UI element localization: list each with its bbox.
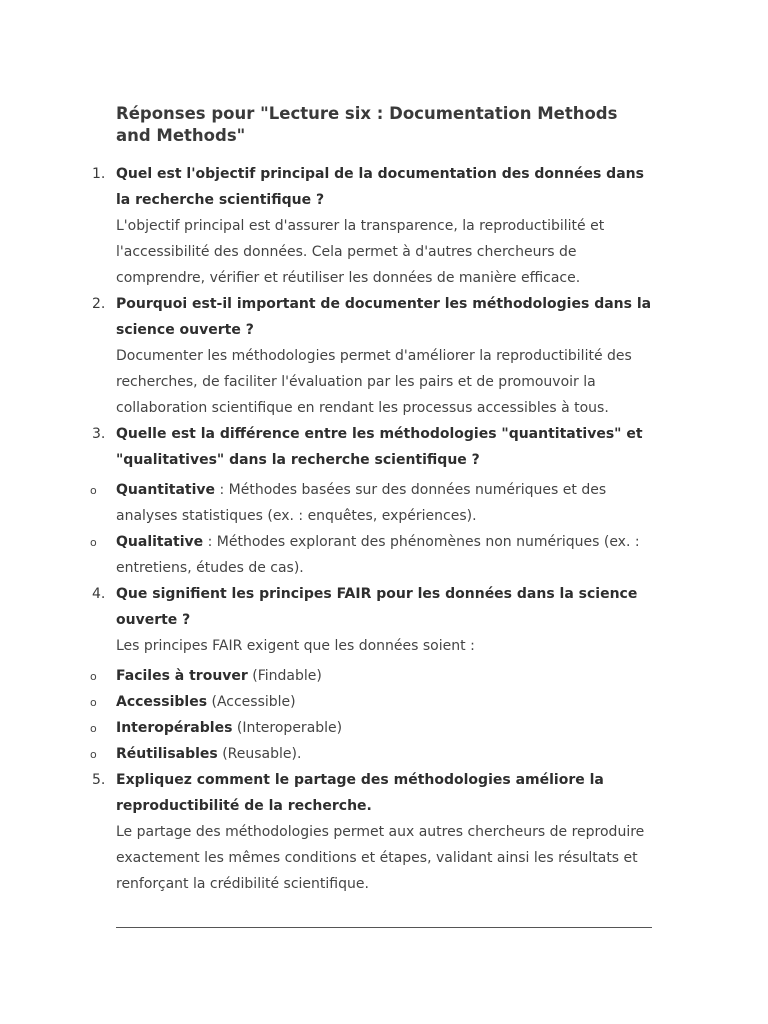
question-text: Que signifient les principes FAIR pour les données dans la science ouverte ? xyxy=(116,586,638,628)
term-label: Quantitative xyxy=(116,482,216,498)
answer-text: Documenter les méthodologies permet d'améliorer la reproductibilité des recherches, de faciliter l'évaluation par les pairs et de promouvoir la collaboration scientifique en rendant les processus accessibles à tous. xyxy=(116,348,632,416)
term-label: Faciles à trouver xyxy=(116,668,248,684)
term-description: : Méthodes explorant des phénomènes non numériques (ex. : entretiens, études de cas). xyxy=(116,534,640,576)
list-item xyxy=(90,715,653,741)
question-text: Pourquoi est-il important de documenter les méthodologies dans la science ouverte ? xyxy=(116,296,652,338)
question-text: Quel est l'objectif principal de la documentation des données dans la recherche scientifique ? xyxy=(116,166,644,208)
question-item-2 xyxy=(92,291,653,421)
question-item-5 xyxy=(92,767,653,897)
document-title: Réponses pour "Lecture six : Documentation Methods and Methods" xyxy=(116,104,618,145)
horizontal-divider xyxy=(116,927,652,928)
bullet-icon: o xyxy=(90,722,97,735)
term-description: (Accessible) xyxy=(207,694,296,710)
list-item xyxy=(90,529,653,581)
term-description: (Interoperable) xyxy=(232,720,343,736)
term-description: (Findable) xyxy=(247,668,322,684)
bullet-icon: o xyxy=(90,748,97,761)
question-text: Quelle est la différence entre les méthodologies "quantitatives" et "qualitatives" dans la recherche scientifique ? xyxy=(116,426,643,468)
question-number: 2. xyxy=(92,296,106,312)
question-item-4 xyxy=(92,581,653,659)
bullet-icon: o xyxy=(90,696,97,709)
answer-text: L'objectif principal est d'assurer la transparence, la reproductibilité et l'accessibilité des données. Cela permet à d'autres chercheurs de comprendre, vérifier et réutiliser les données de manière efficace. xyxy=(116,218,605,286)
question-number: 5. xyxy=(92,772,106,788)
term-label: Réutilisables xyxy=(116,746,218,762)
list-item xyxy=(90,689,653,715)
question-text: Expliquez comment le partage des méthodologies améliore la reproductibilité de la recherche. xyxy=(116,772,604,814)
answer-text: Les principes FAIR exigent que les données soient : xyxy=(116,638,475,654)
question-number: 4. xyxy=(92,586,106,602)
term-label: Qualitative xyxy=(116,534,204,550)
bullet-icon: o xyxy=(90,484,97,497)
bullet-icon: o xyxy=(90,536,97,549)
list-item xyxy=(90,663,653,689)
list-item xyxy=(90,477,653,529)
bullet-icon: o xyxy=(90,670,97,683)
list-item xyxy=(90,741,653,767)
question-number: 1. xyxy=(92,166,106,182)
answer-text: Le partage des méthodologies permet aux autres chercheurs de reproduire exactement les mêmes conditions et étapes, validant ainsi les résultats et renforçant la crédibilité scientifique. xyxy=(116,824,645,892)
question-item-1 xyxy=(92,161,653,291)
term-description: (Reusable). xyxy=(217,746,302,762)
question-number: 3. xyxy=(92,426,106,442)
term-label: Interopérables xyxy=(116,720,233,736)
term-description: : Méthodes basées sur des données numériques et des analyses statistiques (ex. : enquêtes, expériences). xyxy=(116,482,607,524)
document-body xyxy=(90,103,653,897)
question-item-3 xyxy=(92,421,653,473)
term-label: Accessibles xyxy=(116,694,208,710)
